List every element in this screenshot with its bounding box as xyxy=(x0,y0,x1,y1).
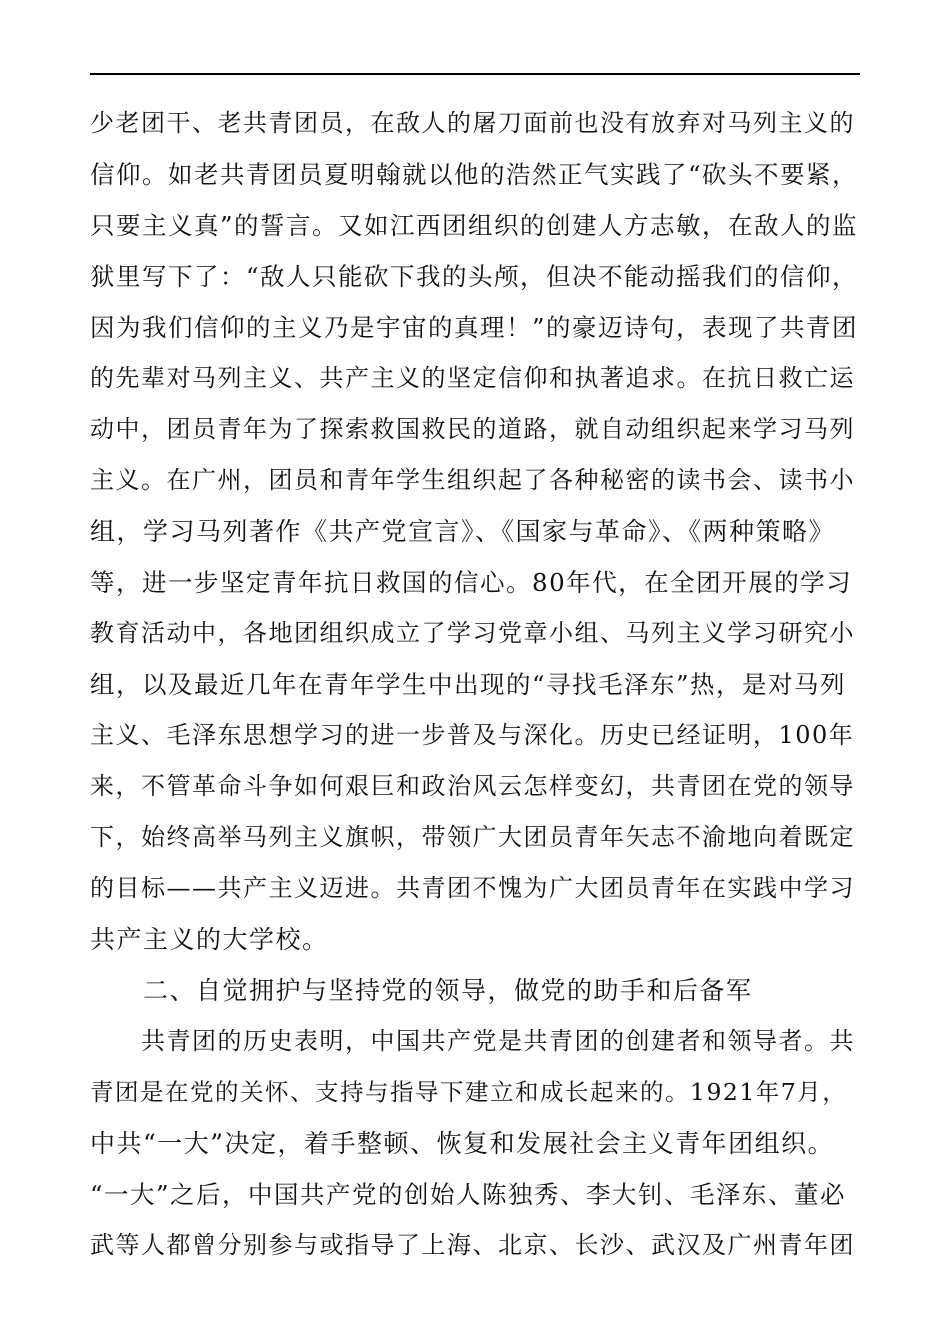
section-heading: 二、自觉拥护与坚持党的领导，做党的助手和后备军 xyxy=(90,976,753,1005)
text-line-2: 信仰。如老共青团员夏明翰就以他的浩然正气实践了“砍头不要紧， xyxy=(90,160,859,189)
text-line-16: 的目标——共产主义迈进。共青团不愧为广大团员青年在实践中学习 xyxy=(90,874,855,902)
text-line-9: 组，学习马列著作《共产党宣言》、《国家与革命》、《两种策略》 xyxy=(90,517,836,546)
text-line-14: 来，不管革命斗争如何艰巨和政治风云怎样变幻，共青团在党的领导 xyxy=(90,772,855,800)
text-line-20: 青团是在党的关怀、支持与指导下建立和成长起来的。1921年7月， xyxy=(90,1078,848,1106)
text-line-4: 狱里写下了：“敌人只能砍下我的头颅，但决不能动摇我们的信仰， xyxy=(90,262,859,291)
text-line-7: 动中，团员青年为了探索救国救民的道路，就自动组织起来学习马列 xyxy=(90,415,855,443)
text-line-8: 主义。在广州，团员和青年学生组织起了各种秘密的读书会、读书小 xyxy=(90,466,855,494)
text-line-22: “一大”之后，中国共产党的创始人陈独秀、李大钊、毛泽东、董必 xyxy=(90,1180,847,1209)
text-line-21: 中共“一大”决定，着手整顿、恢复和发展社会主义青年团组织。 xyxy=(90,1129,835,1158)
text-line-1: 少老团干、老共青团员，在敌人的屠刀面前也没有放弃对马列主义的 xyxy=(90,109,855,137)
header-rule xyxy=(90,73,860,75)
text-line-6: 的先辈对马列主义、共产主义的坚定信仰和执著追求。在抗日救亡运 xyxy=(90,364,855,392)
text-line-5: 因为我们信仰的主义乃是宇宙的真理！”的豪迈诗句，表现了共青团 xyxy=(90,313,859,342)
text-line-15: 下，始终高举马列主义旗帜，带领广大团员青年矢志不渝地向着既定 xyxy=(90,823,855,851)
text-line-3: 只要主义真”的誓言。又如江西团组织的创建人方志敏，在敌人的监 xyxy=(90,211,859,240)
text-line-10: 等，进一步坚定青年抗日救国的信心。80年代，在全团开展的学习 xyxy=(90,568,853,597)
text-line-13: 主义、毛泽东思想学习的进一步普及与深化。历史已经证明，100年 xyxy=(90,721,855,749)
text-line-11: 教育活动中，各地团组织成立了学习党章小组、马列主义学习研究小 xyxy=(90,619,855,647)
text-line-23: 武等人都曾分别参与或指导了上海、北京、长沙、武汉及广州青年团 xyxy=(90,1231,855,1259)
text-line-12: 组，以及最近几年在青年学生中出现的“寻找毛泽东”热，是对马列 xyxy=(90,670,847,699)
document-body xyxy=(90,98,860,1271)
text-line-19: 共青团的历史表明，中国共产党是共青团的创建者和领导者。共 xyxy=(90,1027,855,1055)
text-line-17: 共产主义的大学校。 xyxy=(90,925,329,954)
